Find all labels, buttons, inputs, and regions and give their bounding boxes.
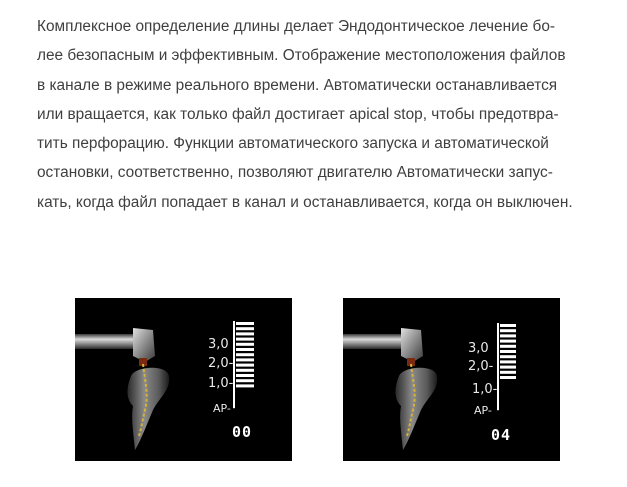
scale-segment [236,327,254,330]
apex-locator-display-1 [75,298,292,461]
scale-segment [500,334,516,337]
paragraph-line: или вращается, как только файл достигает apical stop, чтобы предотвра- [37,105,559,123]
handpiece-head [133,328,155,362]
scale-segment [500,324,516,327]
scale-segment [500,329,516,332]
scale-segment [500,340,516,343]
handpiece-shaft [343,334,403,349]
scale-segment [236,338,254,341]
tooth-root [128,368,170,450]
scale-tick [497,397,499,399]
scale-label-3-0: 3,0 [208,337,229,352]
scale-label-2-0: 2,0- [208,356,234,371]
scale-segment [500,345,516,348]
scale-segment [236,322,254,325]
length-scale [497,323,516,410]
tooth-root [396,368,438,450]
scale-label-3-0: 3,0 [468,341,489,356]
scale-segment [236,369,254,372]
scale-segment [236,353,254,356]
handpiece-tooth-illustration [343,298,560,461]
scale-tick [233,400,235,402]
scale-segment [236,332,254,335]
scale-segment [500,360,516,363]
scale-label-1-0: 1,0- [208,376,234,391]
scale-segment [500,366,516,369]
scale-segment [500,350,516,353]
paragraph-line: остановки, соответственно, позволяют двигателю Автоматически запус- [37,164,553,182]
scale-label-ap: AP- [474,404,492,417]
scale-segment [236,348,254,351]
paragraph-line: тить перфорацию. Функции автоматического запуска и автоматической [37,135,549,153]
scale-tick [233,395,235,397]
scale-segment [500,371,516,374]
scale-label-ap: AP- [213,402,231,415]
scale-segment [236,364,254,367]
scale-segment [500,376,516,379]
length-scale [233,321,254,408]
handpiece-tooth-illustration [75,298,292,461]
paragraph-line: кать, когда файл попадает в канал и останавливается, когда он выключен. [37,193,573,211]
scale-segment [236,384,254,387]
handpiece-shaft [75,334,135,349]
scale-segment [236,379,254,382]
paragraph-line: в канале в режиме реального времени. Автоматически останавливается [37,76,558,94]
file-length-counter: 00 [232,423,253,441]
handpiece-head [401,328,423,362]
description-paragraph [37,12,612,217]
file-length-counter: 04 [491,426,512,444]
apex-locator-display-2 [343,298,560,461]
scale-segment [500,355,516,358]
scale-label-2-0: 2,0- [468,359,494,374]
scale-label-1-0: 1,0- [472,382,498,397]
paragraph-line: лее безопасным и эффективным. Отображение местоположения файлов [37,47,566,65]
scale-segment [236,358,254,361]
scale-tick [497,402,499,404]
scale-segment [236,343,254,346]
scale-segment [236,374,254,377]
paragraph-line: Комплексное определение длины делает Эндодонтическое лечение бо- [37,18,556,35]
